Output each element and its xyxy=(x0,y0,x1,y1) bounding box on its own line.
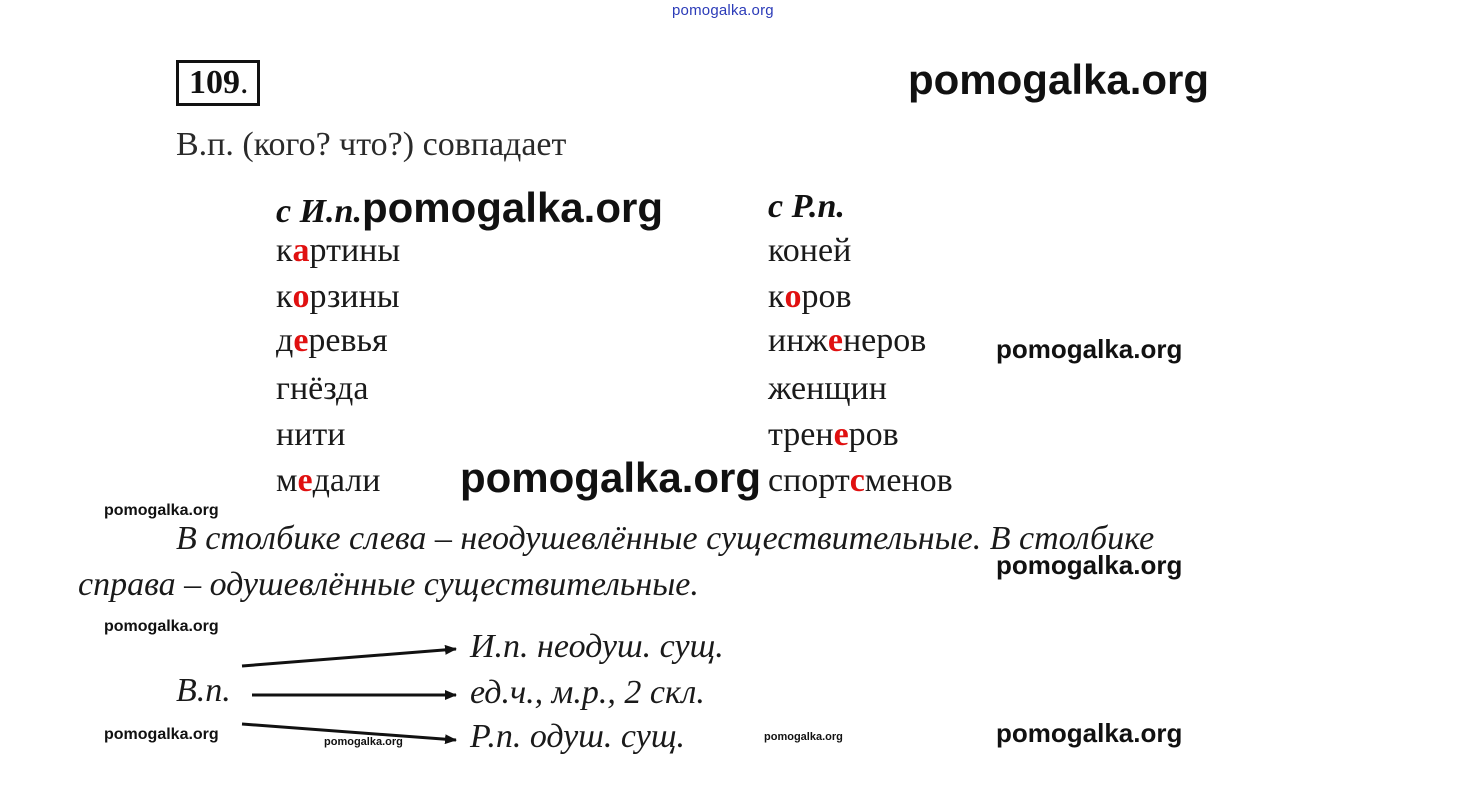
word-part: ров xyxy=(801,278,852,315)
left-column-header: с И.п. xyxy=(276,193,362,230)
word-part: женщин xyxy=(768,370,887,407)
word-part: ртины xyxy=(309,232,401,269)
word-part: спорт xyxy=(768,462,850,499)
accent-letter: е xyxy=(827,322,843,359)
scheme-target-2: ед.ч., м.р., 2 скл. xyxy=(470,674,705,711)
word-part: гнёзда xyxy=(276,370,369,407)
word-part: рзины xyxy=(309,278,400,315)
word-part: м xyxy=(276,462,298,499)
word-part: ревья xyxy=(308,322,388,359)
accent-letter: е xyxy=(833,416,849,453)
accent-letter: е xyxy=(293,322,309,359)
scheme-target-1: И.п. неодуш. сущ. xyxy=(470,628,724,665)
accent-letter: о xyxy=(784,278,802,315)
conclusion-line-1: В столбике слева – неодушевлённые существительные. В столбике xyxy=(176,520,1155,557)
accent-letter: е xyxy=(297,462,313,499)
watermark-top: pomogalka.org xyxy=(672,2,774,19)
word-part: ров xyxy=(848,416,899,453)
word-part: к xyxy=(276,278,293,315)
scheme-target-3: Р.п. одуш. сущ. xyxy=(470,718,686,755)
word-part: нити xyxy=(276,416,346,453)
exercise-number-value: 109 xyxy=(189,64,240,101)
exercise-title: В.п. (кого? что?) совпадает xyxy=(176,126,567,163)
word-part: неров xyxy=(842,322,927,359)
word-part: трен xyxy=(768,416,834,453)
right-column-header: с Р.п. xyxy=(768,188,845,225)
exercise-number-dot: . xyxy=(240,64,249,101)
arrow-to-target-3 xyxy=(242,724,456,740)
arrow-to-target-1 xyxy=(242,649,456,666)
word-part: д xyxy=(276,322,294,359)
accent-letter: а xyxy=(292,232,310,269)
watermark-column: pomogalka.org xyxy=(361,184,663,231)
watermark-left-2: pomogalka.org xyxy=(104,618,219,635)
watermark-right-2: pomogalka.org xyxy=(996,550,1183,580)
watermark-middle: pomogalka.org xyxy=(460,454,762,501)
accent-letter: с xyxy=(849,462,865,499)
conclusion-line-2: справа – одушевлённые существительные. xyxy=(78,566,699,603)
accent-letter: о xyxy=(292,278,310,315)
word-part: инж xyxy=(768,322,828,359)
watermark-left-1: pomogalka.org xyxy=(104,502,219,519)
word-part: коней xyxy=(768,232,852,269)
word-part: к xyxy=(276,232,293,269)
word-part: к xyxy=(768,278,785,315)
scheme-source: В.п. xyxy=(176,672,231,709)
watermark-arrow-small: pomogalka.org xyxy=(324,736,403,748)
watermark-bottom-small: pomogalka.org xyxy=(764,731,843,743)
word-part: менов xyxy=(864,462,953,499)
word-part: дали xyxy=(312,462,381,499)
watermark-right-1: pomogalka.org xyxy=(996,334,1183,364)
watermark-right-3: pomogalka.org xyxy=(996,718,1183,748)
watermark-header: pomogalka.org xyxy=(908,56,1210,103)
watermark-left-3: pomogalka.org xyxy=(104,726,219,743)
